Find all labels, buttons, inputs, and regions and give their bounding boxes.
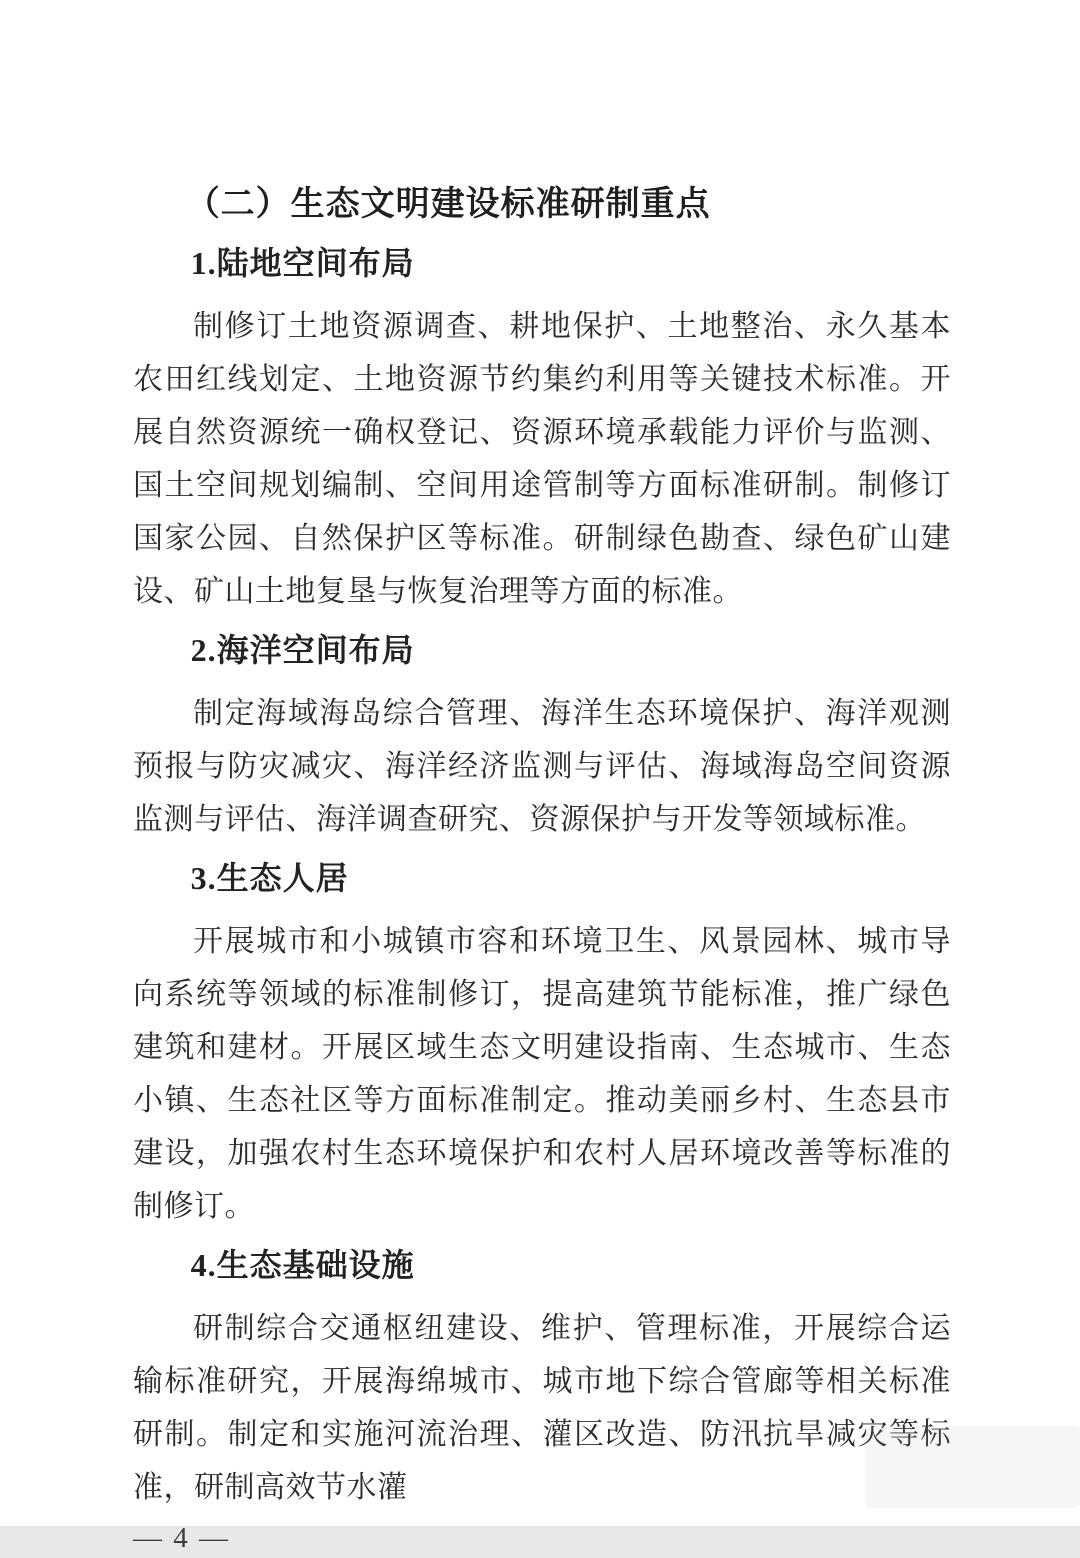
section-land-spatial-layout: [133, 237, 951, 618]
section-ecological-infrastructure: [133, 1239, 951, 1514]
section-paragraph: 开展城市和小城镇市容和环境卫生、风景园林、城市导向系统等领域的标准制修订，提高建筑节能标准，推广绿色建筑和建材。开展区域生态文明建设指南、生态城市、生态小镇、生态社区等方面标准制定。推动美丽乡村、生态县市建设，加强农村生态环境保护和农村人居环境改善等标准的制修订。: [133, 925, 951, 1223]
section-paragraph: 制修订土地资源调查、耕地保护、土地整治、永久基本农田红线划定、土地资源节约集约利用等关键技术标准。开展自然资源统一确权登记、资源环境承载能力评价与监测、国土空间规划编制、空间用途管制等方面标准研制。制修订国家公园、自然保护区等标准。研制绿色勘查、绿色矿山建设、矿山土地复垦与恢复治理等方面的标准。: [133, 310, 951, 608]
section-title: 2.海洋空间布局: [190, 632, 415, 668]
document-heading: （二）生态文明建设标准研制重点: [185, 186, 711, 223]
section-paragraph: 研制综合交通枢纽建设、维护、管理标准，开展综合运输标准研究，开展海绵城市、城市地下综合管廊等相关标准研制。制定和实施河流治理、灌区改造、防汛抗旱减灾等标准，研制高效节水灌: [133, 1312, 951, 1504]
section-paragraph: 制定海域海岛综合管理、海洋生态环境保护、海洋观测预报与防灾减灾、海洋经济监测与评估、海域海岛空间资源监测与评估、海洋调查研究、资源保护与开发等领域标准。: [133, 697, 951, 836]
document-content: [133, 178, 951, 1558]
section-ecological-habitat: [133, 852, 951, 1233]
page-number: — 4 —: [133, 1522, 230, 1554]
section-title: 3.生态人居: [190, 860, 349, 896]
section-title: 1.陆地空间布局: [190, 245, 415, 281]
section-title: 4.生态基础设施: [190, 1247, 415, 1283]
section-marine-spatial-layout: [133, 624, 951, 846]
